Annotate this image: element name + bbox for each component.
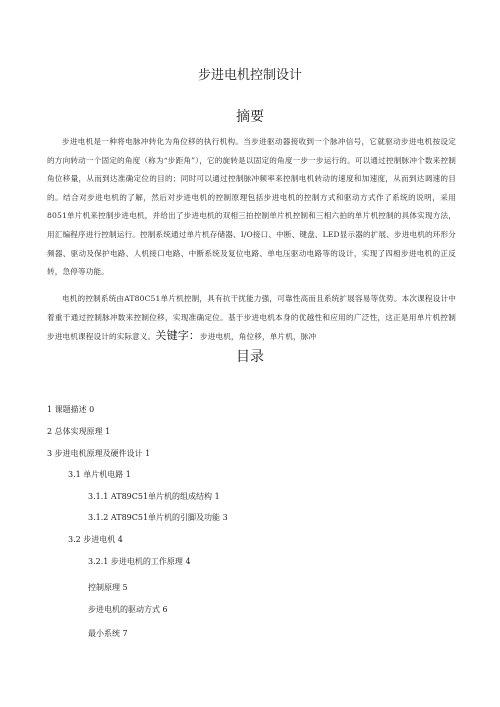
toc-entry-3-1: 3.1 单片机电路 1 xyxy=(68,470,131,479)
toc-entry-control-principle: 控制原理 5 xyxy=(88,583,128,592)
keywords-label: 关键字： xyxy=(155,329,201,343)
keywords-text: 步进电机，角位移，单片机，脉冲 xyxy=(200,332,317,342)
abstract-paragraph-2 xyxy=(47,290,456,347)
toc-entry-3-2-1: 3.2.1 步进电机的工作原理 4 xyxy=(88,557,191,566)
abstract-paragraph-2-text: 电机的控制系统由AT80C51单片机控制，具有抗干扰能力强，可靠性高而且系统扩展容易等优势。本次课程设计中着重于通过控制脉冲数来控制位移，实现准确定位。基于步进电机本身的优越性和应用的广泛性，这正是用单片机控制步进电机课程设计的实际意义。 xyxy=(47,294,456,342)
document-title: 步进电机控制设计 xyxy=(197,68,302,83)
toc-entry-3-1-2: 3.1.2 AT89C51单片机的引脚及功能 3 xyxy=(88,513,228,522)
abstract-paragraph-1: 步进电机是一种将电脉冲转化为角位移的执行机构。当步进驱动器接收到一个脉冲信号，它就驱动步进电机按设定的方向转动一个固定的角度（称为“步距角”），它的旋转是以固定的角度一步一步运行的。可以通过控制脉冲个数来控制角位移量，从而到达准确定位的目的；同时可以通过控制脉冲频率来控制电机转动的速度和加速度，从而到达调速的目的。结合对步进电机的了解，然后对步进电机的控制原理包括步进电机的控制方式和驱动方式作了系统的说明，采用8051单片机来控制步进电机，并给出了步进电机的双相三拍控制单片机控制和三相六拍的单片机控制的具体实现方法，用汇编程序进行控制运行。控制系统通过单片机存储器、I/O接口、中断、键盘、LED显示器的扩展、步进电机的环形分频器、驱动及保护电路、人机接口电路、中断系统及复位电路、单电压驱动电路等的设计，实现了四相步进电机的正反转，急停等功能。 xyxy=(47,137,456,277)
toc-entry-2: 2 总体实现原理 1 xyxy=(47,427,111,436)
toc-heading: 目录 xyxy=(236,349,264,365)
toc-entry-minimum-system: 最小系统 7 xyxy=(88,629,128,638)
abstract-heading: 摘要 xyxy=(236,109,264,125)
toc-entry-1: 1 课题描述 0 xyxy=(47,405,95,414)
toc-entry-3-2: 3.2 步进电机 4 xyxy=(68,535,123,544)
toc-entry-3-1-1: 3.1.1 AT89C51单片机的组成结构 1 xyxy=(88,492,220,501)
toc-entry-3: 3 步进电机原理及硬件设计 1 xyxy=(47,449,151,458)
toc-entry-drive-method: 步进电机的驱动方式 6 xyxy=(88,605,168,614)
